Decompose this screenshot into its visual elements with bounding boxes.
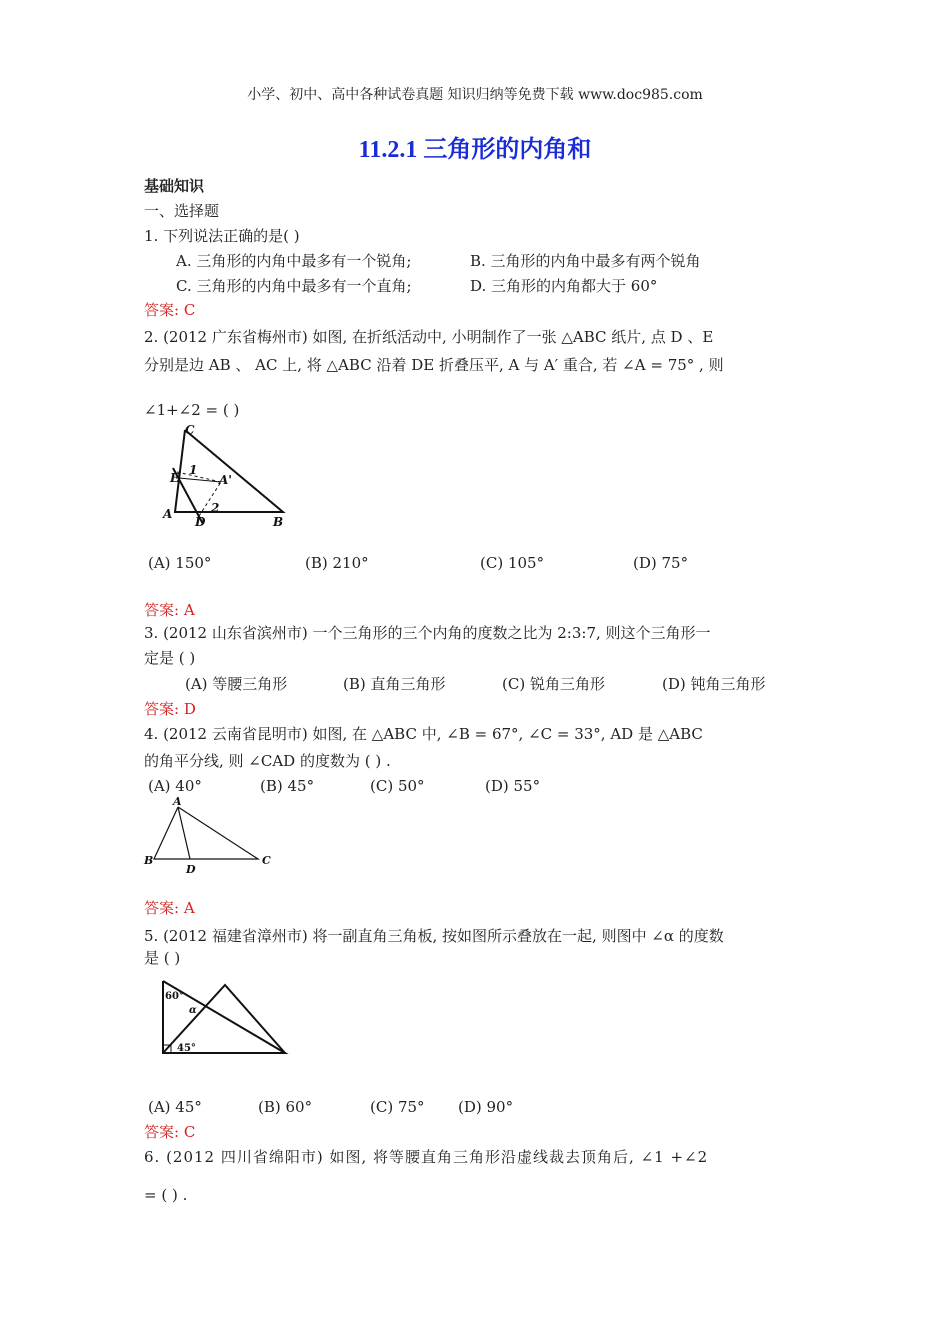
q2-option-a: (A) 150°	[148, 554, 212, 572]
q1-stem: 1. 下列说法正确的是( )	[144, 227, 300, 245]
q2-option-d: (D) 75°	[633, 554, 689, 572]
q5-line2: 是 ( )	[144, 949, 181, 967]
q3-answer: 答案: D	[144, 700, 196, 718]
q2-fig-label: C	[185, 423, 195, 437]
q2-option-c: (C) 105°	[480, 554, 545, 572]
q3-option-c: (C) 锐角三角形	[502, 675, 605, 693]
q3-option-b: (B) 直角三角形	[343, 675, 446, 693]
q6-line2: = ( ) .	[144, 1186, 188, 1204]
q2-figure	[155, 420, 295, 532]
q1-answer: 答案: C	[144, 301, 196, 319]
q4-fig-label: C	[262, 854, 271, 867]
q4-option-a: (A) 40°	[148, 777, 202, 795]
q6-line1: 6. (2012 四川省绵阳市) 如图, 将等腰直角三角形沿虚线裁去顶角后, ∠1 +∠2	[144, 1148, 709, 1166]
q5-fig-label: 45°	[177, 1043, 196, 1054]
q5-fig-label: 60°	[165, 991, 184, 1002]
q4-fig-label: D	[186, 863, 196, 876]
q2-line2: 分别是边 AB 、 AC 上, 将 △ABC 沿着 DE 折叠压平, A 与 A′ 重合, 若 ∠A = 75° , 则	[144, 356, 724, 374]
q4-line1: 4. (2012 云南省昆明市) 如图, 在 △ABC 中, ∠B = 67°, ∠C = 33°, AD 是 △ABC	[144, 725, 703, 743]
q1-option-d: D. 三角形的内角都大于 60°	[470, 277, 658, 295]
q4-fig-label: A	[173, 795, 182, 808]
q5-option-b: (B) 60°	[258, 1098, 313, 1116]
q2-answer: 答案: A	[144, 601, 195, 619]
q5-answer: 答案: C	[144, 1123, 196, 1141]
q3-line1: 3. (2012 山东省滨州市) 一个三角形的三个内角的度数之比为 2:3:7, 则这个三角形一	[144, 624, 711, 642]
q3-line2: 定是 ( )	[144, 649, 196, 667]
q2-fig-label: 1	[189, 463, 198, 477]
q4-option-d: (D) 55°	[485, 777, 541, 795]
q4-fig-label: B	[144, 854, 154, 867]
q4-option-c: (C) 50°	[370, 777, 425, 795]
q4-option-b: (B) 45°	[260, 777, 315, 795]
q2-fig-label: B	[273, 515, 284, 529]
subsection-heading: 一、选择题	[144, 202, 220, 220]
q5-option-d: (D) 90°	[458, 1098, 514, 1116]
q2-fig-label: 2	[211, 501, 220, 515]
q2-option-b: (B) 210°	[305, 554, 369, 572]
q2-line3: ∠1+∠2 = ( )	[144, 401, 240, 419]
q4-figure	[140, 795, 275, 877]
q3-option-d: (D) 钝角三角形	[662, 675, 766, 693]
q5-line1: 5. (2012 福建省漳州市) 将一副直角三角板, 按如图所示叠放在一起, 则图中 ∠α 的度数	[144, 927, 724, 945]
page-header: 小学、初中、高中各种试卷真题 知识归纳等免费下载 www.doc985.com	[247, 87, 703, 103]
q1-option-b: B. 三角形的内角中最多有两个锐角	[470, 252, 701, 270]
q3-option-a: (A) 等腰三角形	[185, 675, 288, 693]
q5-option-c: (C) 75°	[370, 1098, 425, 1116]
q2-fig-label: E	[170, 471, 180, 485]
q5-fig-label: α	[189, 1005, 197, 1016]
q1-option-a: A. 三角形的内角中最多有一个锐角;	[176, 252, 412, 270]
q2-line1: 2. (2012 广东省梅州市) 如图, 在折纸活动中, 小明制作了一张 △ABC 纸片, 点 D 、E	[144, 328, 714, 346]
q4-answer: 答案: A	[144, 899, 195, 917]
q2-fig-label: A	[163, 507, 173, 521]
q2-fig-label: A'	[219, 473, 232, 487]
section-heading: 基础知识	[144, 177, 205, 195]
q5-figure	[155, 975, 295, 1060]
page-title: 11.2.1 三角形的内角和	[358, 137, 592, 163]
q4-line2: 的角平分线, 则 ∠CAD 的度数为 ( ) .	[144, 752, 391, 770]
q2-fig-label: D	[195, 515, 206, 529]
q1-option-c: C. 三角形的内角中最多有一个直角;	[176, 277, 412, 295]
q5-option-a: (A) 45°	[148, 1098, 202, 1116]
